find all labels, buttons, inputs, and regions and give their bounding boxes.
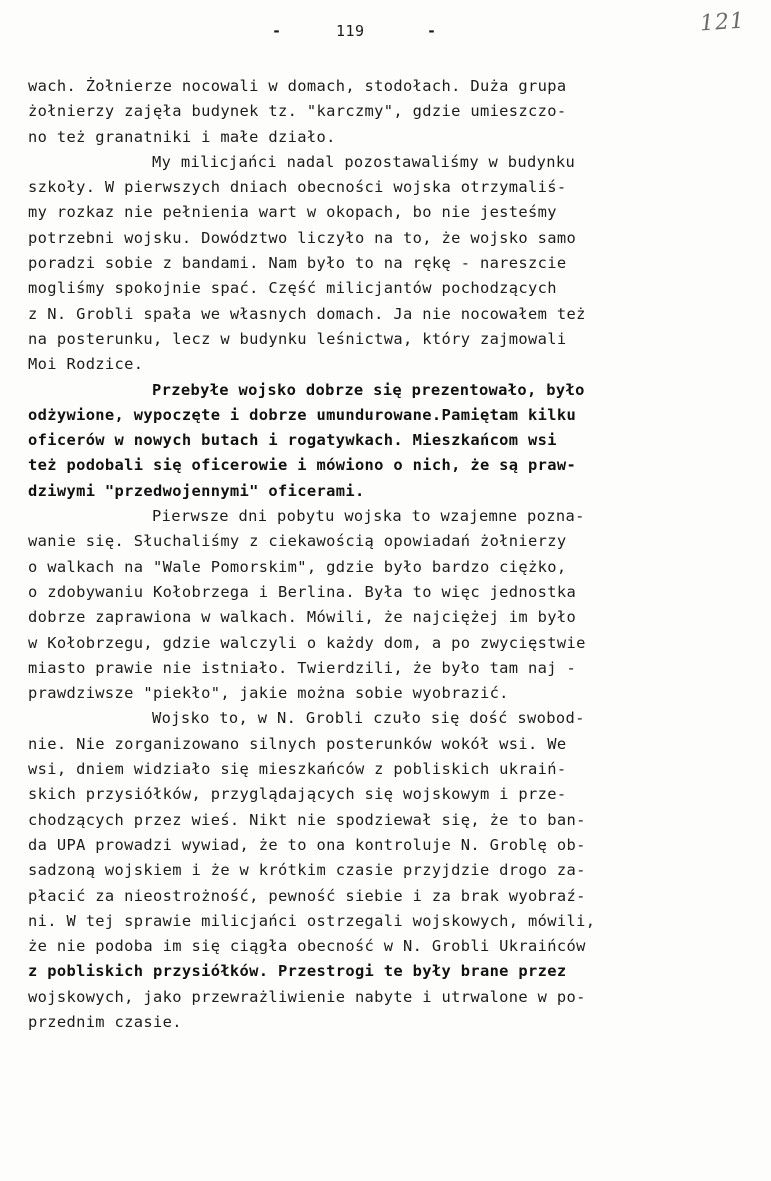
text-line: wojskowych, jako przewrażliwienie nabyte i utrwalone w po- — [28, 987, 586, 1006]
text-line: Przebyłe wojsko dobrze się prezentowało, było — [152, 380, 585, 399]
text-line: chodzących przez wieś. Nikt nie spodziewał się, że to ban- — [28, 810, 586, 829]
text-line: Moi Rodzice. — [28, 355, 144, 374]
text-line: w Kołobrzegu, gdzie walczyli o każdy dom, a po zwycięstwie — [28, 633, 586, 652]
text-line: z pobliskich przysiółków. Przestrogi te były brane przez — [28, 962, 567, 981]
page-number: 119 — [336, 22, 365, 40]
text-line: da UPA prowadzi wywiad, że to ona kontroluje N. Groblę ob- — [28, 835, 586, 854]
text-line: że nie podoba im się ciągła obecność w N. Grobli Ukraińców — [28, 937, 586, 956]
text-line: o walkach na "Wale Pomorskim", gdzie było bardzo ciężko, — [28, 557, 567, 576]
text-line: ni. W tej sprawie milicjańci ostrzegali wojskowych, mówili, — [28, 911, 596, 930]
header-dash-left: - — [272, 22, 282, 40]
text-line: o zdobywaniu Kołobrzega i Berlina. Była to więc jednostka — [28, 582, 577, 601]
text-line: wsi, dniem widziało się mieszkańców z pobliskich ukraiń- — [28, 760, 567, 779]
text-line: oficerów w nowych butach i rogatywkach. Mieszkańcom wsi — [28, 431, 557, 450]
page-header — [0, 22, 771, 46]
text-line: mogliśmy spokojnie spać. Część milicjantów pochodzących — [28, 279, 557, 298]
text-line: dobrze zaprawiona w walkach. Mówili, że najciężej im było — [28, 608, 577, 627]
body-text — [28, 74, 748, 1035]
header-dash-right: - — [427, 22, 437, 40]
text-line: przednim czasie. — [28, 1012, 182, 1031]
text-line: Wojsko to, w N. Grobli czuło się dość swobod- — [152, 709, 585, 728]
text-line: skich przysiółków, przyglądających się wojskowym i prze- — [28, 785, 567, 804]
text-line: poradzi sobie z bandami. Nam było to na rękę - nareszcie — [28, 254, 567, 273]
text-line: żołnierzy zajęła budynek tz. "karczmy", gdzie umieszczo- — [28, 102, 567, 121]
text-line: nie. Nie zorganizowano silnych posterunków wokół wsi. We — [28, 734, 567, 753]
text-line: miasto prawie nie istniało. Twierdzili, że było tam naj - — [28, 658, 577, 677]
text-line: my rozkaz nie pełnienia wart w okopach, bo nie jesteśmy — [28, 203, 557, 222]
text-line: odżywione, wypoczęte i dobrze umundurowane.Pamiętam kilku — [28, 405, 577, 424]
text-line: też podobali się oficerowie i mówiono o nich, że są praw- — [28, 456, 577, 475]
text-line: prawdziwsze "piekło", jakie można sobie wyobrazić. — [28, 684, 509, 703]
handwritten-page-number: 121 — [699, 8, 746, 37]
text-line: no też granatniki i małe działo. — [28, 127, 336, 146]
text-line: My milicjańci nadal pozostawaliśmy w budynku — [152, 152, 576, 171]
text-line: Pierwsze dni pobytu wojska to wzajemne pozna- — [152, 507, 585, 526]
text-line: szkoły. W pierwszych dniach obecności wojska otrzymaliś- — [28, 178, 567, 197]
text-line: wach. Żołnierze nocowali w domach, stodołach. Duża grupa — [28, 77, 567, 95]
text-line: dziwymi "przedwojennymi" oficerami. — [28, 481, 365, 500]
text-line: wanie się. Słuchaliśmy z ciekawością opowiadań żołnierzy — [28, 532, 567, 551]
text-line: płacić za nieostrożność, pewność siebie i za brak wyobraź- — [28, 886, 586, 905]
text-line: potrzebni wojsku. Dowództwo liczyło na to, że wojsko samo — [28, 228, 577, 247]
text-line: sadzoną wojskiem i że w krótkim czasie przyjdzie drogo za- — [28, 861, 586, 880]
text-line: z N. Grobli spała we własnych domach. Ja nie nocowałem też — [28, 304, 586, 323]
text-line: na posterunku, lecz w budynku leśnictwa, który zajmowali — [28, 329, 567, 348]
